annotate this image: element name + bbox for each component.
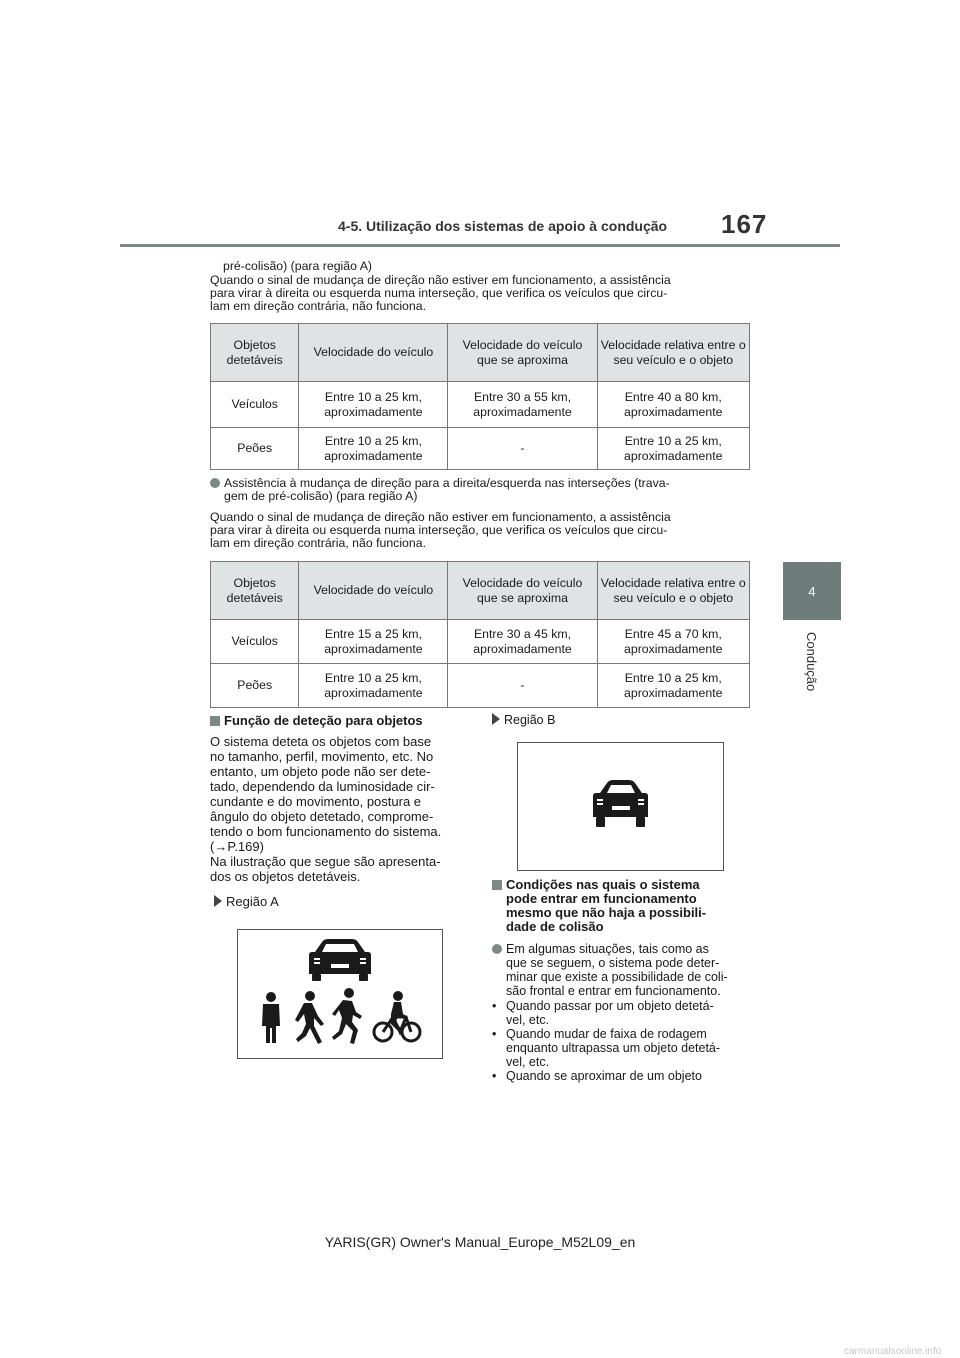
footer-text: YARIS(GR) Owner's Manual_Europe_M52L09_en [324, 1234, 636, 1250]
text-line: Na ilustração que segue são apresenta- [210, 854, 441, 869]
text-line: O sistema deteta os objetos com base [210, 734, 432, 749]
table-cell: Veículos [211, 382, 299, 428]
text-line: entanto, um objeto pode não ser dete- [210, 764, 431, 779]
table-header: Velocidade do veículo [299, 324, 448, 382]
square-bullet-icon [210, 716, 220, 726]
car-icon [593, 780, 648, 827]
bullet-text: Assistência à mudança de direção para a direita/esquerda nas interseções (trava- [224, 476, 670, 490]
chapter-label: Condução [804, 632, 819, 692]
bullet-line: Em algumas situações, tais como as [492, 942, 757, 956]
section-heading [492, 878, 757, 934]
header-rule [120, 244, 840, 247]
table-cell: Entre 10 a 25 km, aproximadamente [299, 664, 448, 708]
table-header: Objetos detetáveis [211, 324, 299, 382]
region-a-label: Região A [214, 894, 470, 909]
text-line: tendo o bom funcionamento do sistema. [210, 824, 442, 839]
table-cell: Entre 30 a 55 km, aproximadamente [448, 382, 597, 428]
table-cell: Entre 40 a 80 km, aproximadamente [597, 382, 749, 428]
table-cell: Veículos [211, 620, 299, 664]
region-a-figure [237, 929, 443, 1059]
text-line: dos os objetos detetáveis. [210, 869, 361, 884]
page-reference: (→P.169) [210, 839, 264, 854]
triangle-bullet-icon [214, 895, 222, 907]
list-item: • Quando se aproximar de um objeto [492, 1069, 702, 1083]
region-a-illustration [238, 930, 442, 1058]
pedestrian-walking-icon [295, 991, 324, 1044]
table-header: Velocidade do veículo [299, 562, 448, 620]
intro-line: pré-colisão) (para região A) [223, 259, 372, 273]
watermark: carmanualsonline.info [844, 1346, 942, 1357]
text-line: no tamanho, perfil, movimento, etc. No [210, 749, 434, 764]
text-line: cundante e do movimento, postura e [210, 794, 422, 809]
square-bullet-icon [492, 880, 502, 890]
table-cell: Entre 10 a 25 km, aproximadamente [597, 428, 749, 470]
table-cell: Entre 45 a 70 km, aproximadamente [597, 620, 749, 664]
table-cell: Entre 10 a 25 km, aproximadamente [299, 428, 448, 470]
bullet-icon [492, 944, 502, 954]
bullet-paragraph-body [210, 511, 755, 550]
speed-table-2 [210, 561, 750, 708]
table-header: Velocidade do veículo que se aproxima [448, 324, 597, 382]
table-row [211, 382, 750, 428]
table-cell: Entre 30 a 45 km, aproximadamente [448, 620, 597, 664]
conditions-section [492, 878, 757, 1083]
heading-line: pode entrar em funcionamento [506, 891, 697, 906]
bullet-line: minar que existe a possibilidade de coli- [506, 970, 728, 984]
table-cell: Entre 10 a 25 km, aproximadamente [299, 382, 448, 428]
triangle-bullet-icon [492, 713, 500, 725]
list-item: • Quando passar por um objeto detetá- vel, etc. [492, 999, 714, 1027]
region-b-figure [517, 742, 724, 871]
detection-section [210, 713, 470, 909]
table-header: Velocidade do veículo que se aproxima [448, 562, 597, 620]
heading-line: Condições nas quais o sistema [492, 878, 757, 892]
speed-table-1 [210, 323, 750, 470]
heading-line: dade de colisão [506, 919, 604, 934]
table-header: Velocidade relativa entre o seu veículo e o objeto [597, 324, 749, 382]
para-line: para virar à direita ou esquerda numa interseção, que verifica os veículos que circu- [210, 523, 668, 537]
text-line: tado, dependendo da luminosidade cir- [210, 779, 435, 794]
pedestrian-standing-icon [262, 992, 280, 1043]
table-cell: Peões [211, 664, 299, 708]
bullet-line: são frontal e entrar em funcionamento. [506, 984, 721, 998]
table-header: Objetos detetáveis [211, 562, 299, 620]
detection-text [210, 734, 470, 884]
list-item: • Quando mudar de faixa de rodagem enquanto ultrapassa um objeto detetá- vel, etc. [492, 1027, 721, 1069]
section-heading: Função de deteção para objetos [210, 713, 470, 728]
conditions-list [492, 999, 757, 1083]
table-row [211, 428, 750, 470]
region-b-illustration [518, 743, 723, 870]
table-header: Velocidade relativa entre o seu veículo e o objeto [597, 562, 749, 620]
table-cell: - [448, 428, 597, 470]
intro-paragraph [210, 274, 755, 313]
intro-para-line: Quando o sinal de mudança de direção não estiver em funcionamento, a assistência [210, 273, 671, 287]
table-cell: Peões [211, 428, 299, 470]
conditions-bullet [492, 942, 757, 998]
chapter-tab: 4 [783, 562, 841, 620]
bullet-icon [210, 478, 220, 488]
para-line: lam em direção contrária, não funciona. [210, 536, 426, 550]
para-line: Quando o sinal de mudança de direção não estiver em funcionamento, a assistência [210, 510, 671, 524]
bullet-paragraph [210, 477, 755, 503]
bullet-line: gem de pré-colisão) (para região A) [224, 489, 418, 503]
table-row [211, 620, 750, 664]
section-title: 4-5. Utilização dos sistemas de apoio à condução [338, 218, 668, 234]
bullet-line: que se seguem, o sistema pode deter- [506, 956, 720, 970]
car-icon [309, 939, 371, 981]
page-number: 167 [721, 209, 768, 239]
text-line: ângulo do objeto detetado, comprome- [210, 809, 434, 824]
region-b-label: Região B [492, 713, 757, 727]
intro-para-line: lam em direção contrária, não funciona. [210, 299, 426, 313]
heading-line: mesmo que não haja a possibili- [506, 905, 707, 920]
table-row [211, 664, 750, 708]
table-cell: Entre 15 a 25 km, aproximadamente [299, 620, 448, 664]
table-cell: - [448, 664, 597, 708]
pedestrian-running-icon [332, 988, 362, 1044]
intro-para-line: para virar à direita ou esquerda numa interseção, que verifica os veículos que circu- [210, 286, 668, 300]
table-cell: Entre 10 a 25 km, aproximadamente [597, 664, 749, 708]
